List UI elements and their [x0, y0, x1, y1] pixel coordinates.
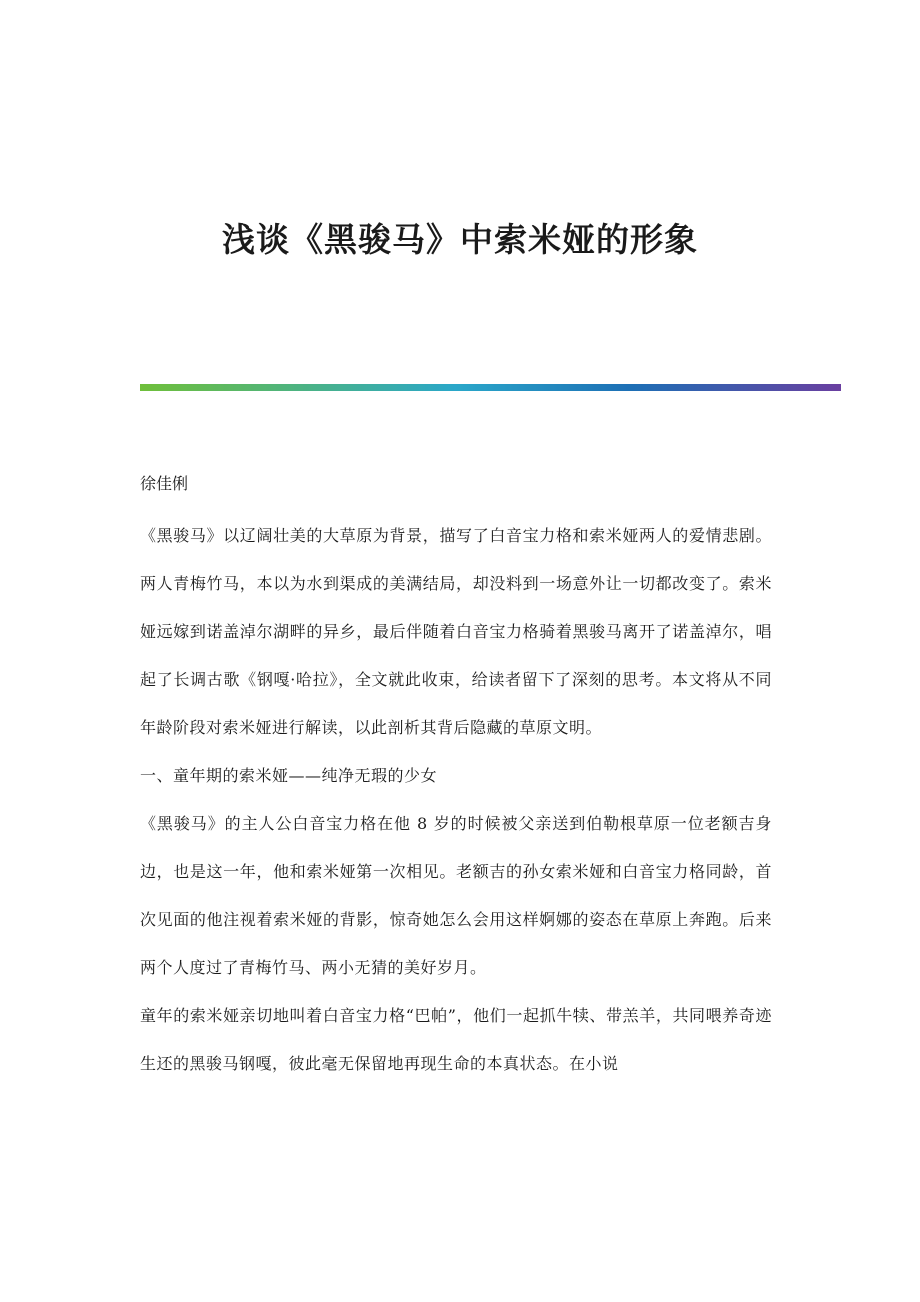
body-paragraph-1: 《黑骏马》以辽阔壮美的大草原为背景，描写了白音宝力格和索米娅两人的爱情悲剧。两人青梅竹马，本以为水到渠成的美满结局，却没料到一场意外让一切都改变了。索米娅远嫁到诺盖淖尔湖畔的异乡，最后伴随着白音宝力格骑着黑骏马离开了诺盖淖尔，唱起了长调古歌《钢嘎·哈拉》，全文就此收束，给读者留下了深刻的思考。本文将从不同年龄阶段对索米娅进行解读，以此剖析其背后隐藏的草原文明。 — [140, 526, 772, 737]
document-body — [140, 466, 772, 1088]
body-paragraph-3: 童年的索米娅亲切地叫着白音宝力格“巴帕”，他们一起抓牛犊、带羔羊，共同喂养奇迹生还的黑骏马钢嘎，彼此毫无保留地再现生命的本真状态。在小说 — [140, 1006, 772, 1073]
section-heading-1: 一、童年期的索米娅——纯净无瑕的少女 — [140, 766, 438, 785]
gradient-divider — [140, 384, 841, 391]
document-title: 浅谈《黑骏马》中索米娅的形象 — [222, 220, 698, 259]
author-name: 徐佳俐 — [140, 474, 189, 493]
body-paragraph-2: 《黑骏马》的主人公白音宝力格在他 8 岁的时候被父亲送到伯勒根草原一位老额吉身边，也是这一年，他和索米娅第一次相见。老额吉的孙女索米娅和白音宝力格同龄，首次见面的他注视着索米娅的背影，惊奇她怎么会用这样婀娜的姿态在草原上奔跑。后来两个人度过了青梅竹马、两小无猜的美好岁月。 — [140, 814, 772, 977]
